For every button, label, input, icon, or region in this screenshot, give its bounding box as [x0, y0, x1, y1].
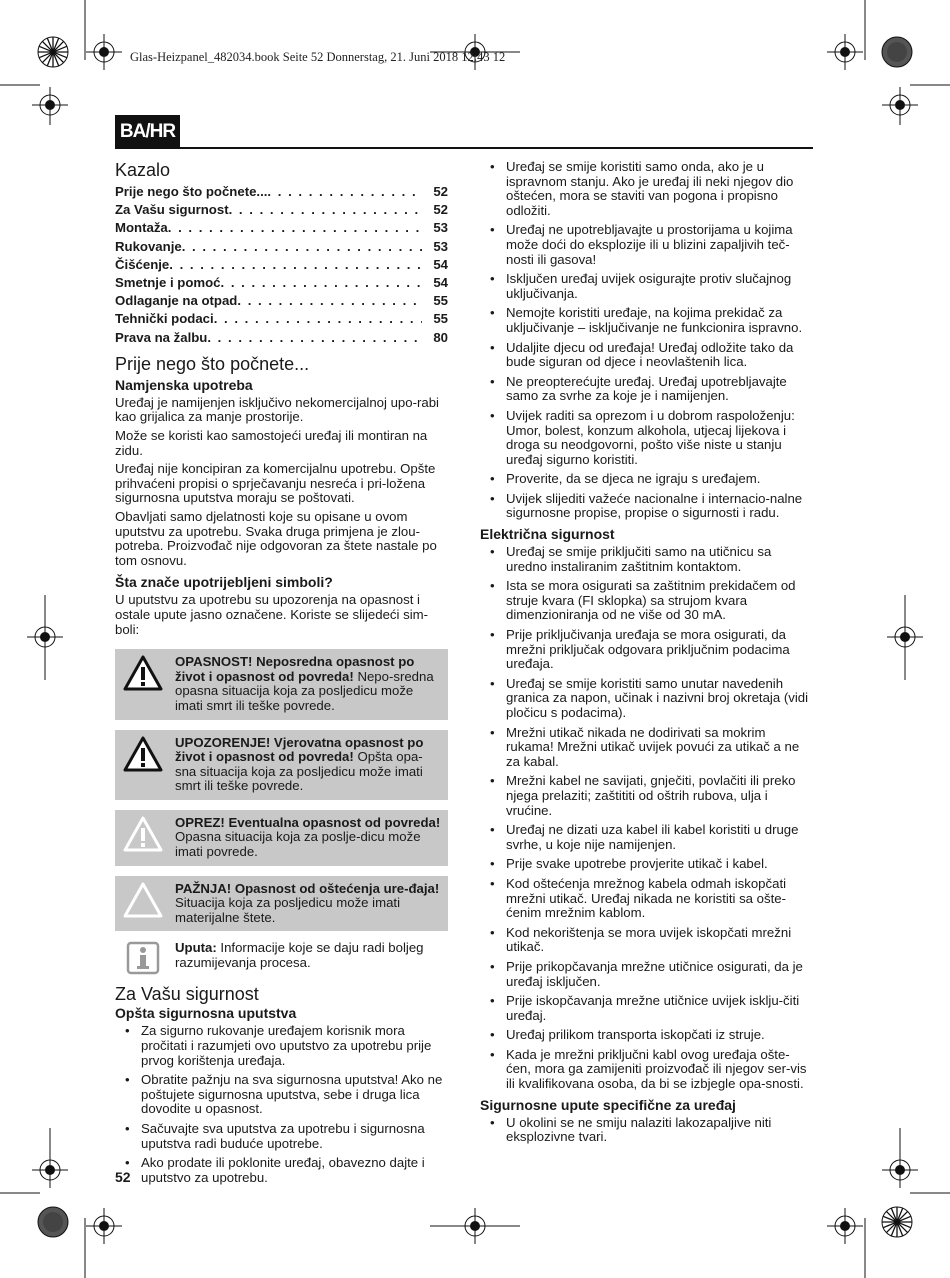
warning-title: OPREZ! Eventualna opasnost od povreda! [175, 814, 441, 830]
toc-entry-label: Za Vašu sigurnost [115, 202, 229, 218]
list-item: • Obratite pažnju na sva sigurnosna uputstva! Ako ne poštujete sigurnosna uputstva, sebe i druga lica dovodite u opasnost. [115, 1073, 448, 1117]
warning-title: UPOZORENJE! Vjerovatna opasnost po život i opasnost od povreda! [175, 734, 424, 765]
toc-entry-page: 55 [433, 293, 448, 309]
toc-entry[interactable] [115, 274, 448, 292]
list-item: • Mrežni kabel ne savijati, gnječiti, povlačiti ili preko njega prelaziti; zaštititi od oštrih rubova, ulja i vrućine. [480, 774, 813, 818]
toc-entry-label: Čišćenje [115, 256, 170, 272]
safety-list [480, 160, 813, 521]
list-item: • Uređaj se smije koristiti samo unutar navedenih granica za napon, učinak i nazivni broj okretaja (vidi pločicu s podacima). [480, 677, 813, 721]
list-item: • Uređaj ne dizati uza kabel ili kabel koristiti u druge svrhe, u koje nije namijenjen. [480, 823, 813, 852]
toc-leader-dots [237, 292, 422, 310]
warning-title: OPASNOST! Neposredna opasnost po život i opasnost od povreda! [175, 654, 415, 684]
table-of-contents [115, 183, 448, 347]
toc-entry-page: 54 [433, 256, 448, 272]
general-safety-list [115, 1024, 448, 1185]
intended-use-heading: Namjenska upotreba [115, 376, 253, 393]
list-item: • Prije svake upotrebe provjerite utikač i kabel. [480, 857, 813, 872]
warning-icon [123, 736, 163, 772]
caution-box [115, 810, 448, 866]
list-item: • Ne preopterećujte uređaj. Uređaj upotrebljavajte samo za svrhe za koje je i namijenjen. [480, 375, 813, 404]
left-column [115, 159, 448, 1190]
intro-paragraph: Može se koristi kao samostojeći uređaj ili montiran na zidu. [115, 428, 428, 458]
info-icon [126, 941, 160, 975]
file-info-line: Glas-Heizpanel_482034.book Seite 52 Donnerstag, 21. Juni 2018 12:43 12 [130, 50, 506, 64]
header-rule [180, 147, 813, 149]
toc-leader-dots [182, 238, 422, 256]
language-tag: BA/HR [115, 115, 180, 149]
list-item: • Uvijek raditi sa oprezom i u dobrom raspoloženju: Umor, bolest, konzum alkohola, utjecaj lijekova i droga su neodgovorni, pošto više niste u stanju uređaj sigurno koristiti. [480, 409, 813, 467]
general-safety-heading: Opšta sigurnosna uputstva [115, 1005, 297, 1022]
list-item: • Udaljite djecu od uređaja! Uređaj odložite tako da bude siguran od djece i neovlaštenih lica. [480, 341, 813, 370]
warning-text: Situacija koja za posljedicu može imati materijalne štete. [175, 895, 401, 925]
toc-entry[interactable] [115, 329, 448, 347]
toc-entry-label: Prije nego što počnete... [115, 184, 268, 199]
list-item: • Uređaj se smije koristiti samo onda, ako je u ispravnom stanju. Ako je uređaj ili neki njegov dio oštećen, mora se staviti van pogona i propisno odložiti. [480, 160, 813, 218]
toc-title: Kazalo [115, 160, 171, 180]
warning-text: Nepo-sredna opasna situacija koja za posljedicu može imati smrt ili teške povrede. [175, 668, 434, 713]
right-column [480, 160, 813, 1150]
list-item: • Ako prodate ili poklonite uređaj, obavezno dajte i uputstvo za upotrebu. [115, 1156, 448, 1185]
warning-text: Opšta opa-sna situacija koja za posljedicu može imati smrt ili teške povrede. [175, 749, 423, 794]
toc-entry-page: 80 [433, 329, 448, 345]
toc-entry-page: 52 [433, 202, 448, 218]
attention-icon [123, 882, 163, 918]
toc-entry[interactable] [115, 256, 448, 274]
toc-entry-label: Odlaganje na otpad [115, 293, 238, 309]
toc-entry[interactable] [115, 310, 448, 328]
danger-icon [123, 655, 163, 691]
toc-leader-dots [267, 183, 422, 201]
toc-entry[interactable] [115, 219, 448, 237]
warning-title: PAŽNJA! Opasnost od oštećenja ure-đaja! [175, 880, 440, 896]
list-item: • Ista se mora osigurati sa zaštitnim prekidačem od struje kvara (FI sklopka) sa strujom kvara dimenzioniranja od ne više od 30 mA. [480, 579, 813, 623]
toc-leader-dots [214, 310, 422, 328]
toc-leader-dots [207, 329, 422, 347]
attention-box [115, 876, 448, 932]
info-note [115, 941, 448, 975]
list-item: • Kod nekorištenja se mora uvijek iskopčati mrežni utikač. [480, 926, 813, 955]
intro-paragraph: Obavljati samo djelatnosti koje su opisane u ovom uputstvu za upotrebu. Svaka druga primjena je zlou-potreba. Proizvođač nije odgovoran za štete nastale po tom osnovu. [115, 508, 437, 568]
note-title: Uputa: [175, 940, 217, 956]
toc-entry[interactable] [115, 201, 448, 219]
toc-entry-label: Rukovanje [115, 238, 182, 254]
symbols-paragraph: U uputstvu za upotrebu su upozorenja na opasnost i ostale upute jasno označene. Koriste se slijedeći sim-boli: [115, 592, 429, 637]
toc-entry[interactable] [115, 292, 448, 310]
toc-entry-label: Prava na žalbu [115, 329, 208, 345]
toc-entry[interactable] [115, 183, 448, 201]
toc-entry-page: 55 [433, 311, 448, 327]
toc-leader-dots [221, 274, 422, 292]
list-item: • Proverite, da se djeca ne igraju s uređajem. [480, 472, 813, 487]
list-item: • Uvijek slijediti važeće nacionalne i internacio-nalne sigurnosne propise, propise o sigurnosti i radu. [480, 492, 813, 521]
list-item: • Uređaj se smije priključiti samo na utičnicu sa uredno instaliranim zaštitnim kontaktom. [480, 545, 813, 574]
list-item: • Prije prikopčavanja mrežne utičnice osigurati, da je uređaj isključen. [480, 960, 813, 989]
safety-title: Za Vašu sigurnost [115, 984, 259, 1005]
electrical-safety-list [480, 545, 813, 1092]
toc-leader-dots [169, 256, 422, 274]
symbols-heading: Šta znače upotrijebljeni simboli? [115, 574, 333, 591]
list-item: • Kada je mrežni priključni kabl ovog uređaja ošte-ćen, mora ga zamijeniti proizvođač ili njegov ser-vis ili kvalifikovana osoba, da bi se izbjegle opa-snosti. [480, 1048, 813, 1092]
list-item: • Prije iskopčavanja mrežne utičnice uvijek isklju-čiti uređaj. [480, 994, 813, 1023]
intro-title: Prije nego što počnete... [115, 353, 310, 374]
page-number: 52 [115, 1169, 131, 1185]
list-item: • Mrežni utikač nikada ne dodirivati sa mokrim rukama! Mrežni utikač uvijek povući za utikač a ne za kabal. [480, 726, 813, 770]
toc-entry-page: 54 [433, 275, 448, 291]
list-item: • Nemojte koristiti uređaje, na kojima prekidač za uključivanje – isključivanje ne funkcionira ispravno. [480, 306, 813, 335]
toc-entry-label: Montaža [115, 220, 168, 236]
caution-icon [123, 816, 163, 852]
list-item: • Isključen uređaj uvijek osigurajte protiv slučajnog uključivanja. [480, 272, 813, 301]
note-text: Informacije koje se daju radi boljeg razumijevanja procesa. [175, 940, 424, 971]
list-item: • Prije priključivanja uređaja se mora osigurati, da mrežni priključak odgovara priključnim podacima uređaja. [480, 628, 813, 672]
list-item: • U okolini se ne smiju nalaziti lakozapaljive niti eksplozivne tvari. [480, 1116, 813, 1145]
toc-entry-page: 52 [433, 184, 448, 199]
toc-entry-label: Smetnje i pomoć [115, 275, 221, 291]
list-item: • Za sigurno rukovanje uređajem korisnik mora pročitati i razumjeti ovo uputstvo za upotrebu prije prvog korištenja uređaja. [115, 1024, 448, 1068]
toc-entry[interactable] [115, 238, 448, 256]
intro-paragraph: Uređaj je namijenjen isključivo nekomercijalnoj upo-rabi kao grijalica za manje prostorije. [115, 394, 439, 425]
intro-paragraph: Uređaj nije koncipiran za komercijalnu upotrebu. Opšte prihvaćeni propisi o sprječavanju nesreća i pri-ložena sigurnosna uputstva moraju se poštovati. [115, 461, 436, 506]
electrical-safety-heading: Električna sigurnost [480, 526, 615, 543]
device-safety-list [480, 1116, 813, 1145]
toc-leader-dots [229, 201, 422, 219]
warning-box [115, 730, 448, 800]
list-item: • Sačuvajte sva uputstva za upotrebu i sigurnosna uputstva radi buduće upotrebe. [115, 1122, 448, 1151]
toc-entry-page: 53 [433, 220, 448, 236]
list-item: • Kod oštećenja mrežnog kabela odmah iskopčati mrežni utikač. Uređaj nikada ne koristiti sa ošte-ćenim mrežnim kablom. [480, 877, 813, 921]
list-item: • Uređaj ne upotrebljavajte u prostorijama u kojima može doći do eksplozije ili u blizini zapaljivih teč-nosti ili gasova! [480, 223, 813, 267]
toc-leader-dots [168, 219, 422, 237]
danger-box [115, 649, 448, 719]
warning-text: Opasna situacija koja za poslje-dicu može imati povrede. [175, 829, 421, 860]
toc-entry-page: 53 [433, 238, 448, 254]
list-item: • Uređaj prilikom transporta iskopčati iz struje. [480, 1028, 813, 1043]
toc-entry-label: Tehnički podaci [115, 311, 214, 327]
device-safety-heading: Sigurnosne upute specifične za uređaj [480, 1096, 736, 1113]
